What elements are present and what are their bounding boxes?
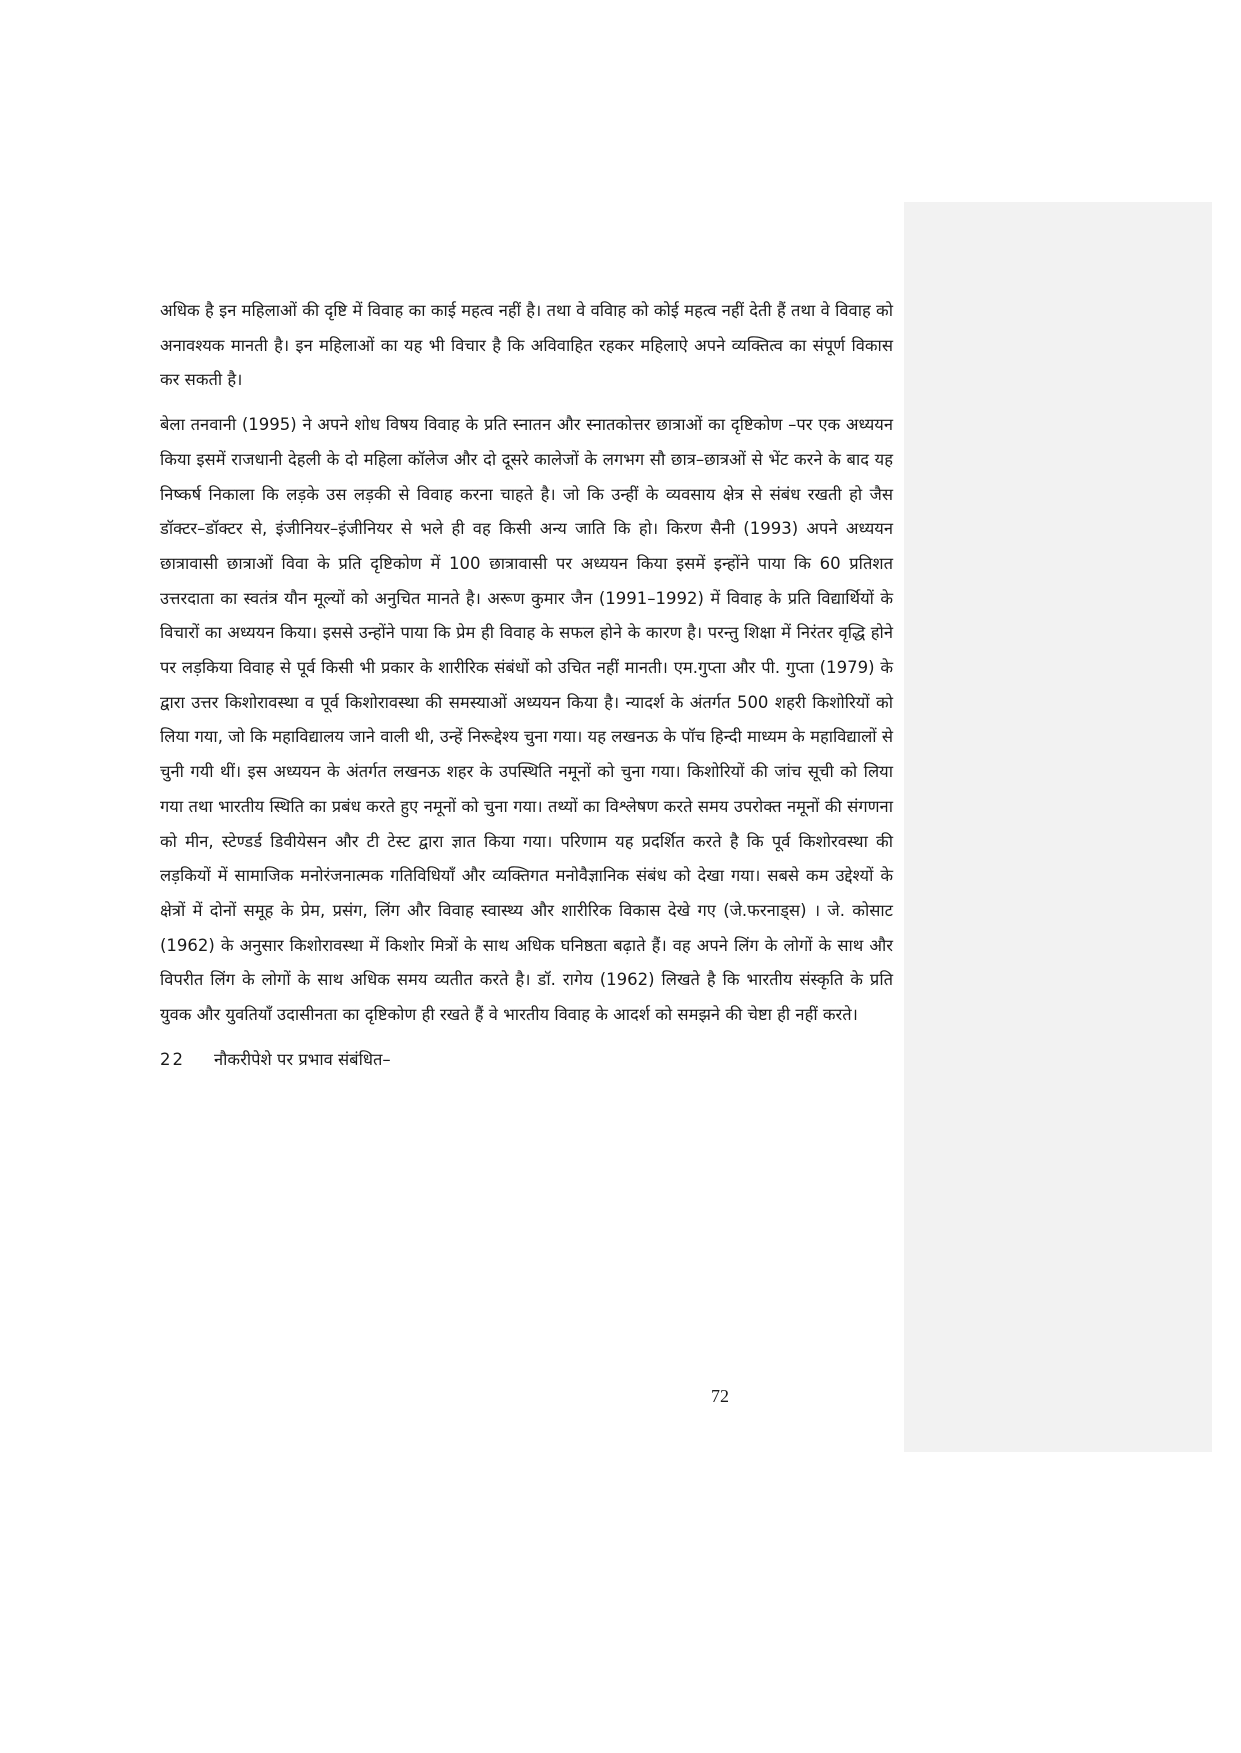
document-body [160, 294, 893, 1077]
paragraph-2: बेला तनवानी (1995) ने अपने शोध विषय विवाह के प्रति स्नातन और स्नातकोत्तर छात्राओं का दृष्टिकोण –पर एक अध्ययन किया इसमें राजधानी देहली के दो महिला कॉलेज और दो दूसरे कालेजों के लगभग सौ छात्र–छात्रओं से भेंट करने के बाद यह निष्कर्ष निकाला कि लड़के उस लड़की से विवाह करना चाहते है। जो कि उन्हीं के व्यवसाय क्षेत्र से संबंध रखती हो जैस डॉक्टर–डॉक्टर से, इंजीनियर–इंजीनियर से भले ही वह किसी अन्य जाति कि हो। किरण सैनी (1993) अपने अध्ययन छात्रावासी छात्राओं विवा के प्रति दृष्टिकोण में 100 छात्रावासी पर अध्ययन किया इसमें इन्होंने पाया कि 60 प्रतिशत उत्तरदाता का स्वतंत्र यौन मूल्यों को अनुचित मानते है। अरूण कुमार जैन (1991–1992) में विवाह के प्रति विद्यार्थियों के विचारों का अध्ययन किया। इससे उन्होंने पाया कि प्रेम ही विवाह के सफल होने के कारण है। परन्तु शिक्षा में निरंतर वृद्धि होने पर लड़किया विवाह से पूर्व किसी भी प्रकार के शारीरिक संबंधों को उचित नहीं मानती। एम.गुप्ता और पी. गुप्ता (1979) के द्वारा उत्तर किशोरावस्था व पूर्व किशोरावस्था की समस्याओं अध्ययन किया है। न्यादर्श के अंतर्गत 500 शहरी किशोरियों को लिया गया, जो कि महाविद्यालय जाने वाली थी, उन्हें निरूद्देश्य चुना गया। यह लखनऊ के पॉच हिन्दी माध्यम के महाविद्यालों से चुनी गयी थीं। इस अध्ययन के अंतर्गत लखनऊ शहर के उपस्थिति नमूनों को चुना गया। किशोरियों की जांच सूची को लिया गया तथा भारतीय स्थिति का प्रबंध करते हुए नमूनों को चुना गया। तथ्यों का विश्लेषण करते समय उपरोक्त नमूनों की संगणना को मीन, स्टेण्डर्ड डिवीयेसन और टी टेस्ट द्वारा ज्ञात किया गया। परिणाम यह प्रदर्शित करते है कि पूर्व किशोरवस्था की लड़कियों में सामाजिक मनोरंजनात्मक गतिविधियाँ और व्यक्तिगत मनोवैज्ञानिक संबंध को देखा गया। सबसे कम उद्देश्यों के क्षेत्रों में दोनों समूह के प्रेम, प्रसंग, लिंग और विवाह स्वास्थ्य और शारीरिक विकास देखे गए (जे.फरनाड्स) । जे. कोसाट (1962) के अनुसार किशोरावस्था में किशोर मित्रों के साथ अधिक घनिष्ठता बढ़ाते हैं। वह अपने लिंग के लोगों के साथ और विपरीत लिंग के लोगों के साथ अधिक समय व्यतीत करते है। डॉ. रागेय (1962) लिखते है कि भारतीय संस्कृति के प्रति युवक और युवतियाँ उदासीनता का दृष्टिकोण ही रखते हैं वे भारतीय विवाह के आदर्श को समझने की चेष्टा ही नहीं करते। [160, 415, 893, 1025]
section-title: नौकरीपेशे पर प्रभाव संबंधित– [214, 1049, 391, 1069]
comment-margin-pane [904, 202, 1212, 1452]
section-heading [160, 1043, 893, 1078]
page-number: 72 [711, 1386, 729, 1406]
paragraph-1: अधिक है इन महिलाओं की दृष्टि में विवाह का काई महत्व नहीं है। तथा वे ववािह को कोई महत्व नहीं देती हैं तथा वे विवाह को अनावश्यक मानती है। इन महिलाओं का यह भी विचार है कि अविवाहित रहकर महिलाऐ अपने व्यक्तित्व का संपूर्ण विकास कर सकती है। [160, 301, 893, 390]
section-number: 22 [160, 1049, 185, 1069]
